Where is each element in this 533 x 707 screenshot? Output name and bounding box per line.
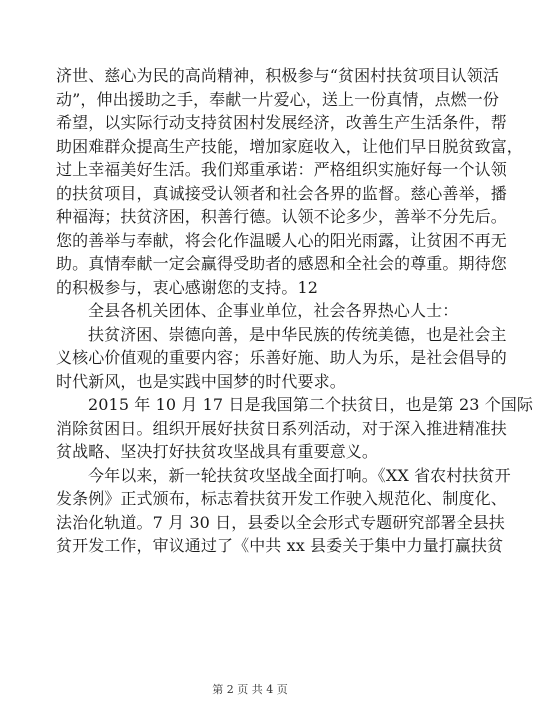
document-body [56, 64, 533, 558]
text-line: 您的善举与奉献，将会化作温暖人心的阳光雨露，让贫困不再无 [56, 230, 507, 250]
text-line: 济世、慈心为民的高尚精神，积极参与“贫困村扶贫项目认领活 [56, 66, 499, 85]
text-line: 今年以来，新一轮扶贫攻坚战全面打响。《XX 省农村扶贫开 [88, 465, 511, 485]
text-line: 种福海；扶贫济困，积善行德。认领不论多少，善举不分先后。 [56, 207, 507, 226]
text-line: 的扶贫项目，真诚接受认领者和社会各界的监督。慈心善举，播 [56, 183, 507, 203]
text-line: 贫开发工作，审议通过了《中共 xx 县委关于集中力量打赢扶贫 [56, 536, 504, 555]
text-line: 消除贫困日。组织开展好扶贫日系列活动，对于深入推进精准扶 [56, 418, 507, 438]
text-line: 助。真情奉献一定会赢得受助者的感恩和全社会的尊重。期待您 [56, 254, 507, 273]
text-line: 的积极参与，衷心感谢您的支持。12 [56, 277, 319, 297]
text-line: 助困难群众提高生产技能，增加家庭收入，让他们早日脱贫致富， [56, 136, 523, 156]
text-line: 2015 年 10 月 17 日是我国第二个扶贫日，也是第 23 个国际 [88, 395, 533, 414]
text-line: 义核心价值观的重要内容；乐善好施、助人为乐，是社会倡导的 [56, 348, 507, 367]
text-line: 法治化轨道。7 月 30 日，县委以全会形式专题研究部署全县扶 [56, 512, 505, 532]
text-line: 希望，以实际行动支持贫困村发展经济，改善生产生活条件，帮 [56, 113, 507, 132]
text-line: 贫战略、坚决打好扶贫攻坚战具有重要意义。 [56, 442, 379, 461]
text-line: 发条例》正式颁布，标志着扶贫开发工作驶入规范化、制度化、 [56, 489, 507, 508]
text-line: 扶贫济困、崇德向善，是中华民族的传统美德，也是社会主 [88, 324, 507, 344]
text-line: 动”，伸出援助之手，奉献一片爱心，送上一份真情，点燃一份 [56, 89, 499, 109]
text-line: 过上幸福美好生活。我们郑重承诺：严格组织实施好每一个认领 [56, 160, 507, 179]
text-line: 时代新风，也是实践中国梦的时代要求。 [56, 371, 346, 391]
text-line: 全县各机关团体、企事业单位，社会各界热心人士： [88, 301, 459, 320]
page-number-footer: 第 2 页 共 4 页 [212, 683, 288, 696]
